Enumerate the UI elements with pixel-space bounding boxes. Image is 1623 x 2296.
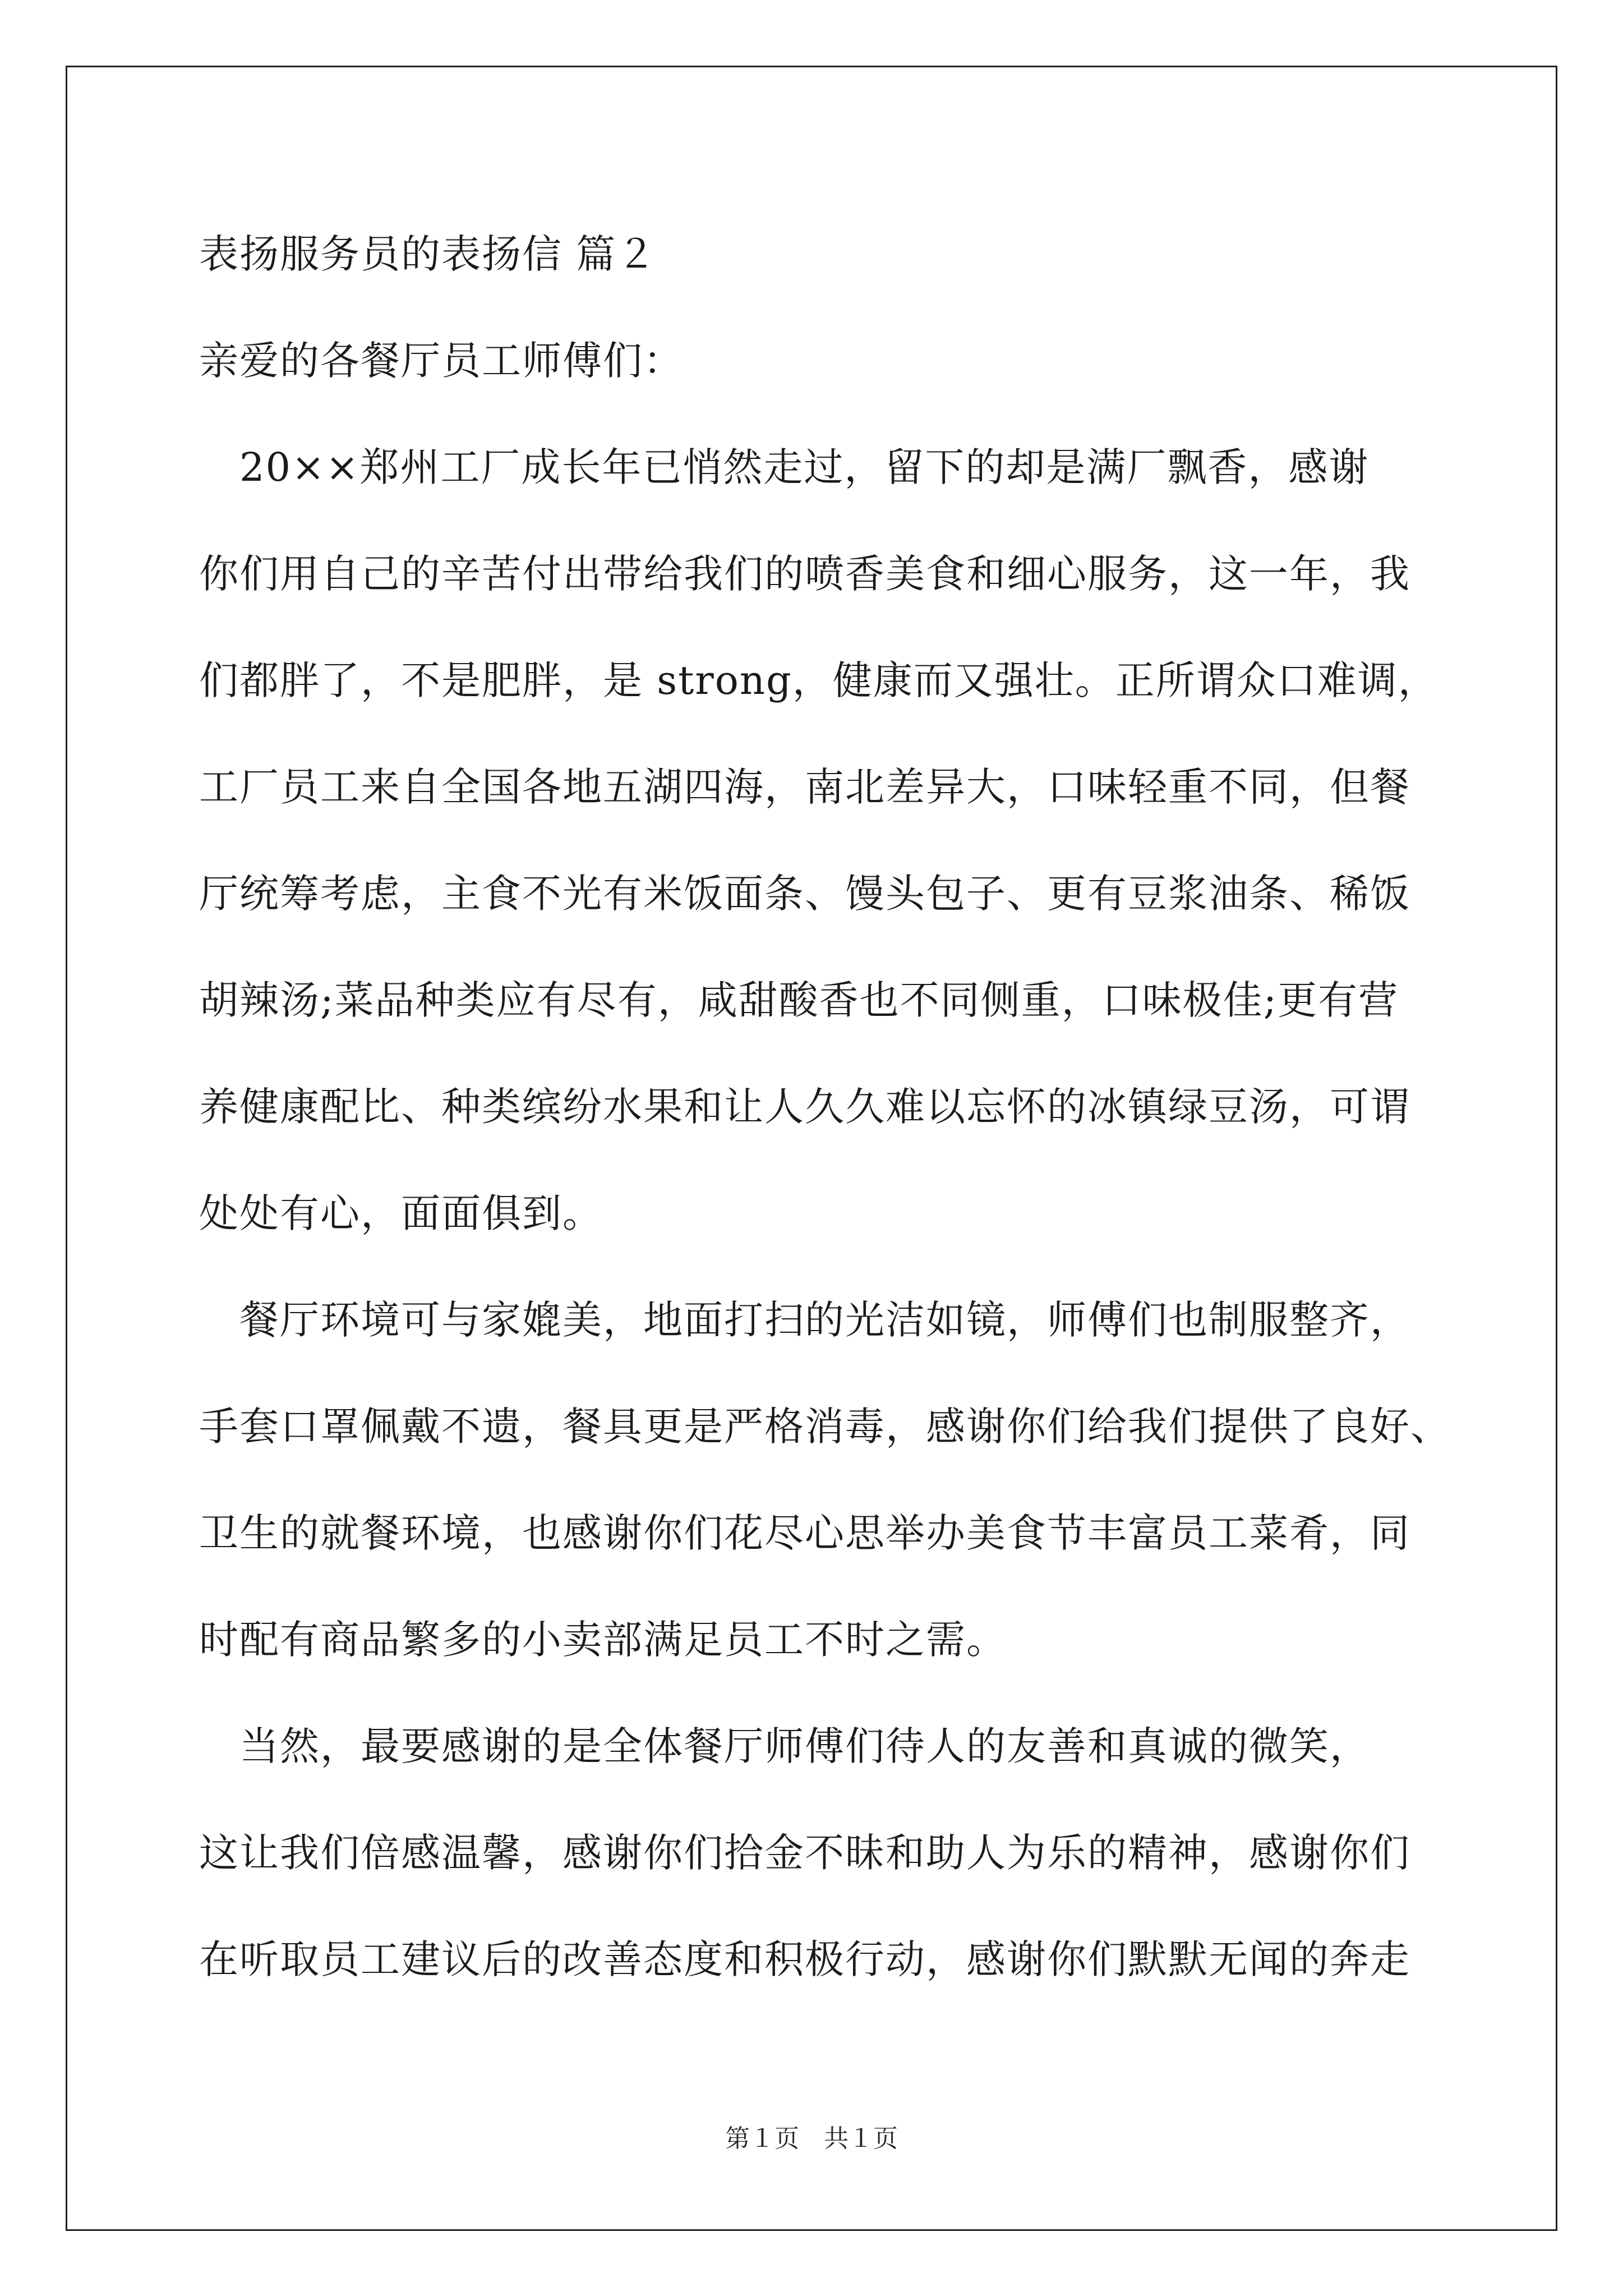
page-number: 第１页 共１页 [725,2124,898,2153]
body-line: 餐厅环境可与家媲美，地面打扫的光洁如镜，师傅们也制服整齐， [199,1297,1410,1343]
body-line: 你们用自己的辛苦付出带给我们的喷香美食和细心服务，这一年，我 [199,551,1410,597]
body-line: 处处有心，面面俱到。 [199,1190,603,1236]
body-line: 时配有商品繁多的小卖部满足员工不时之需。 [199,1617,1007,1663]
body-line: 们都胖了，不是肥胖，是 strong，健康而又强壮。正所谓众口难调， [199,657,1438,703]
body-line: 胡辣汤;菜品种类应有尽有，咸甜酸香也不同侧重，口味极佳;更有营 [199,977,1399,1023]
body-line: 当然，最要感谢的是全体餐厅师傅们待人的友善和真诚的微笑， [199,1723,1370,1769]
body-line: 在听取员工建议后的改善态度和积极行动，感谢你们默默无闻的奔走 [199,1936,1410,1982]
body-line: 这让我们倍感温馨，感谢你们拾金不昧和助人为乐的精神，感谢你们 [199,1830,1410,1876]
body-line: 厅统筹考虑，主食不光有米饭面条、馒头包子、更有豆浆油条、稀饭 [199,871,1410,917]
page-border [66,66,1557,2231]
document-title: 表扬服务员的表扬信 篇２ [199,231,657,277]
salutation: 亲爱的各餐厅员工师傅们： [199,338,684,384]
body-line: 20××郑州工厂成长年已悄然走过，留下的却是满厂飘香，感谢 [199,444,1370,490]
body-line: 手套口罩佩戴不遗，餐具更是严格消毒，感谢你们给我们提供了良好、 [199,1404,1451,1450]
body-line: 卫生的就餐环境，也感谢你们花尽心思举办美食节丰富员工菜肴，同 [199,1510,1410,1556]
body-line: 工厂员工来自全国各地五湖四海，南北差异大，口味轻重不同，但餐 [199,764,1410,810]
body-line: 养健康配比、种类缤纷水果和让人久久难以忘怀的冰镇绿豆汤，可谓 [199,1084,1410,1130]
